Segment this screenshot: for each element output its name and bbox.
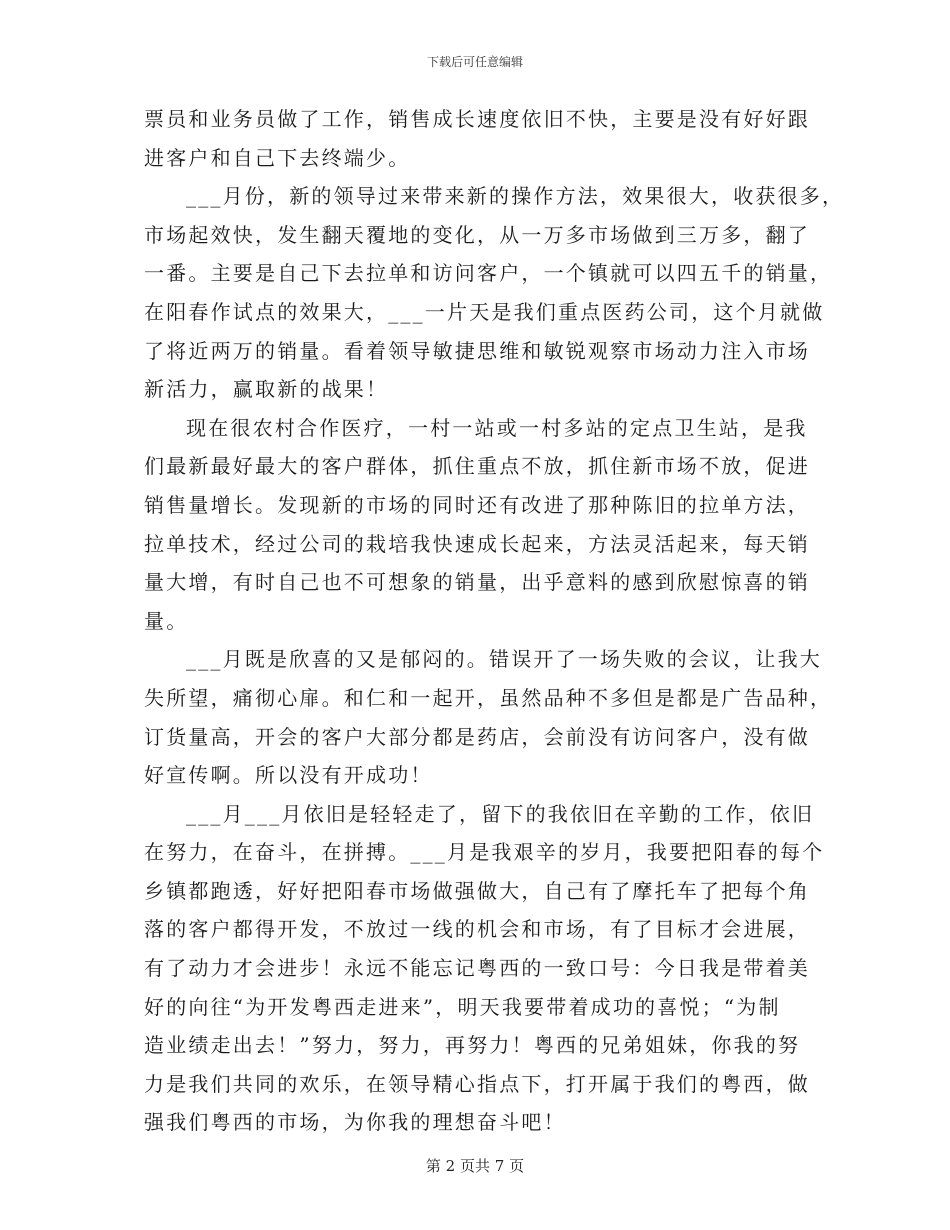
page-number-footer: 第 2 页共 7 页 [425, 1157, 525, 1175]
text-line: 造业绩走出去！”努力，努力，再努力！粤西的兄弟姐妹，你我的努 [144, 1033, 801, 1058]
text-line: 进客户和自己下去终端少。 [144, 145, 411, 170]
text-line: 失所望，痛彻心扉。和仁和一起开，虽然品种不多但是都是广告品种， [144, 685, 833, 710]
text-line: 新活力，赢取新的战果！ [144, 377, 389, 402]
paragraph-start-line: ___月份，新的领导过来带来新的操作方法，效果很大，收获很多， [186, 184, 845, 209]
text-line: 了将近两万的销量。看着领导敏捷思维和敏锐观察市场动力注入市场 [144, 338, 810, 363]
text-line: 力是我们共同的欢乐，在领导精心指点下，打开属于我们的粤西，做 [144, 1071, 810, 1096]
text-line: 市场起效快，发生翻天覆地的变化，从一万多市场做到三万多，翻了 [144, 222, 810, 247]
page-header: 下载后可任意编辑 [426, 55, 523, 69]
text-line: 一番。主要是自己下去拉单和访问客户，一个镇就可以四五千的销量， [144, 261, 833, 286]
paragraph-start-line: ___月___月依旧是轻轻走了，留下的我依旧在辛勤的工作，依旧 [186, 801, 815, 826]
text-line: 在努力，在奋斗，在拼搏。___月是我艰辛的岁月，我要把阳春的每个 [144, 840, 825, 865]
text-line: 销售量增长。发现新的市场的同时还有改进了那种陈旧的拉单方法， [144, 492, 810, 517]
text-line: 们最新最好最大的客户群体，抓住重点不放，抓住新市场不放，促进 [144, 454, 810, 479]
text-line: 量。 [144, 608, 189, 633]
text-line: 乡镇都跑透，好好把阳春市场做强做大，自己有了摩托车了把每个角 [144, 878, 810, 903]
text-line: 拉单技术，经过公司的栽培我快速成长起来，方法灵活起来，每天销 [144, 531, 810, 556]
text-line: 订货量高，开会的客户大部分都是药店，会前没有访问客户，没有做 [144, 724, 810, 749]
document-body [144, 100, 845, 1142]
text-line: 好的向往“为开发粤西走进来”，明天我要带着成功的喜悦；“为制 [144, 994, 781, 1019]
paragraph-start-line: 现在很农村合作医疗，一村一站或一村多站的定点卫生站，是我 [186, 415, 808, 440]
text-line: 量大增，有时自己也不可想象的销量，出乎意料的感到欣慰惊喜的销 [144, 570, 810, 595]
text-line: 落的客户都得开发，不放过一线的机会和市场，有了目标才会进展， [144, 917, 810, 942]
text-line: 在阳春作试点的效果大，___一片天是我们重点医药公司，这个月就做 [144, 299, 825, 324]
text-line: 票员和业务员做了工作，销售成长速度依旧不快，主要是没有好好跟 [144, 107, 810, 131]
text-line: 好宣传啊。所以没有开成功！ [144, 763, 433, 788]
text-line: 强我们粤西的市场，为你我的理想奋斗吧！ [144, 1110, 566, 1135]
text-line: 有了动力才会进步！永远不能忘记粤西的一致口号：今日我是带着美 [144, 956, 810, 981]
paragraph-start-line: ___月既是欣喜的又是郁闷的。错误开了一场失败的会议，让我大 [186, 647, 822, 672]
